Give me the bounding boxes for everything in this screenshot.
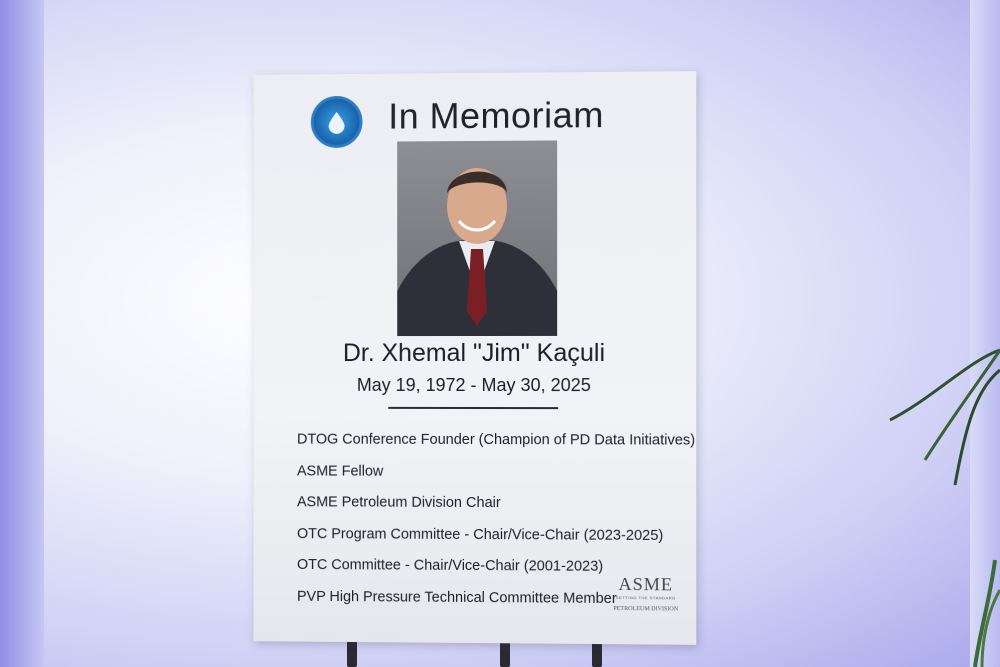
asme-logo <box>610 574 681 613</box>
asme-mark: ASME <box>618 573 674 595</box>
asme-tagline: SETTING THE STANDARD <box>615 594 676 601</box>
achievement-item: OTC Program Committee - Chair/Vice-Chair (2023-2025) <box>297 525 664 544</box>
divider-rule <box>388 407 558 409</box>
memorial-poster <box>254 71 697 645</box>
poster-title: In Memoriam <box>388 94 604 137</box>
asme-division: PETROLEUM DIVISION <box>613 606 679 613</box>
water-drop-seal-icon <box>311 96 363 148</box>
memorial-name: Dr. Xhemal "Jim" Kaçuli <box>342 338 606 368</box>
achievement-item: ASME Fellow <box>297 462 384 480</box>
achievement-item: DTOG Conference Founder (Champion of PD Data Initiatives) <box>297 431 696 449</box>
memorial-dates: May 19, 1972 - May 30, 2025 <box>356 374 591 396</box>
portrait-photo <box>397 140 557 336</box>
palm-plant <box>870 310 1000 667</box>
achievement-item: OTC Committee - Chair/Vice-Chair (2001-2023) <box>297 556 604 575</box>
achievement-item: ASME Petroleum Division Chair <box>297 494 501 512</box>
backdrop-left-edge <box>0 0 44 667</box>
achievement-item: PVP High Pressure Technical Committee Member <box>297 588 617 607</box>
